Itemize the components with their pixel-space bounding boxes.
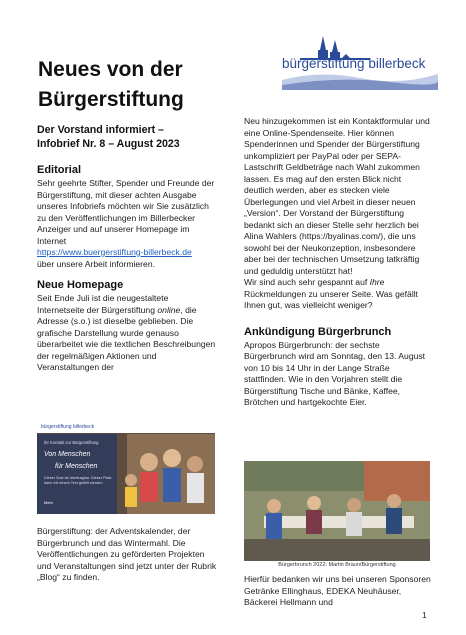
brunch-photo bbox=[244, 461, 430, 561]
page-title-line-2: Bürgerstiftung bbox=[38, 88, 184, 111]
homepage-body-continued: Bürgerstiftung: der Adventskalender, der Bürgerbrunch und das Wintermahl. Die Veröffentlichungen zu geförderten Projekten und Veranstaltungen sind jetzt unter der Rubrik „Blog“ zu finden. bbox=[37, 526, 217, 582]
subtitle-line-1: Der Vorstand informiert – bbox=[37, 124, 164, 136]
editorial-after-link: über unsere Arbeit informieren. bbox=[37, 258, 155, 269]
website-link[interactable]: https://www.buergerstiftung-billerbeck.de bbox=[37, 247, 192, 257]
screenshot-brand: bürgerstiftung billerbeck bbox=[41, 424, 95, 430]
editorial-body: Sehr geehrte Stifter, Spender und Freunde der Bürgerstiftung, mit dieser achten Ausgabe unseres Infobriefs möchten wir Sie zusätzlich zu den Veröffentlichungen im Billerbecker Anzeiger und auf unserer Homepage im Internet bbox=[37, 178, 215, 246]
editorial-heading: Editorial bbox=[37, 164, 82, 176]
homepage-body-em: online bbox=[157, 304, 181, 315]
logo-wordmark bbox=[282, 56, 425, 71]
screenshot-headline-2: für Menschen bbox=[55, 463, 98, 470]
homepage-intro-continued: Neu hinzugekommen ist ein Kontaktformular und eine Online-Spendenseite. Hier können Spenderinnen und Spender der Bürgerstiftung unkompliziert per PayPal oder per SEPA-Lastschrift Geldbeträge nach Wahl zukommen lassen. Es mag auf den ersten Blick nicht deutlich werden, aber es stecken viele Überlegungen und viel Arbeit in dieser neuen „Version“. Der Vorstand der Bürgerstiftung bedankt sich an dieser Stelle sehr herzlich bei Alina Wahlers (https://byalinas.com/), die uns sowohl bei der Neukonzeption, insbesondere aber bei der technischen Umsetzung tatkräftig und geduldig unterstützt hat! bbox=[244, 116, 430, 276]
sponsors-text: Hierfür bedanken wir uns bei unseren Sponsoren Getränke Ellinghaus, EDEKA Neuhäuser, Bäckerei Hellmann und bbox=[244, 574, 431, 607]
subtitle bbox=[37, 124, 217, 151]
homepage-body-b: , die Adresse (s.o.) ist dieselbe geblieben. Die grafische Darstellung wurde genauso überarbeitet wie die textlichen Beschreibungen der regelmäßigen Aktionen und Veranstaltungen der bbox=[37, 304, 216, 372]
page-title-line-1: Neues von der bbox=[38, 58, 183, 81]
subtitle-line-2: Infobrief Nr. 8 – August 2023 bbox=[37, 137, 180, 150]
feedback-question-em: Ihre bbox=[369, 277, 385, 287]
logo-word-a: bürgerstiftung bbox=[282, 56, 365, 71]
right-column bbox=[244, 116, 430, 409]
feedback-question-a: Wir sind auch sehr gespannt auf bbox=[244, 277, 370, 287]
left-column bbox=[37, 124, 217, 374]
screenshot-headline-1: Von Menschen bbox=[44, 451, 91, 458]
feedback-question bbox=[244, 277, 430, 312]
feedback-question-b: Rückmeldungen zu unserer Seite. Was gefällt Ihnen gut, was vielleicht weniger? bbox=[244, 288, 419, 310]
logo-word-b: billerbeck bbox=[368, 56, 426, 71]
homepage-heading: Neue Homepage bbox=[37, 279, 124, 291]
homepage-screenshot-image bbox=[37, 422, 215, 514]
screenshot-button: Mehr bbox=[44, 500, 54, 505]
brunch-photo-drawing bbox=[244, 461, 430, 561]
brunch-body: Apropos Bürgerbrunch: der sechste Bürgerbrunch wird am Sonntag, den 13. August von 10 bis 14 Uhr in der Lange Straße stattfinden. Wie in den Vorjahren stellt die Bürgerstiftung Tische und Bänke, Kaffee, Brötchen und hartgekochte Eier. bbox=[244, 339, 426, 407]
page-title bbox=[38, 55, 184, 115]
homepage-body bbox=[37, 293, 217, 374]
brunch-heading: Ankündigung Bürgerbrunch bbox=[244, 325, 392, 338]
homepage-body-a: Seit Ende Juli ist die neugestaltete Internetseite der Bürgerstiftung bbox=[37, 293, 169, 315]
screenshot-tag: Ihr Kontakt zur Bürgerstiftung bbox=[44, 440, 99, 445]
page-number: 1 bbox=[422, 610, 427, 620]
brunch-photo-caption: Bürgerbrunch 2022: Martin Braun/Bürgerstiftung bbox=[278, 562, 396, 568]
screenshot-body: Dieser Satz ist übertragbar. Dieser Platz kann mit einem Text gefüllt werden. bbox=[44, 476, 112, 485]
